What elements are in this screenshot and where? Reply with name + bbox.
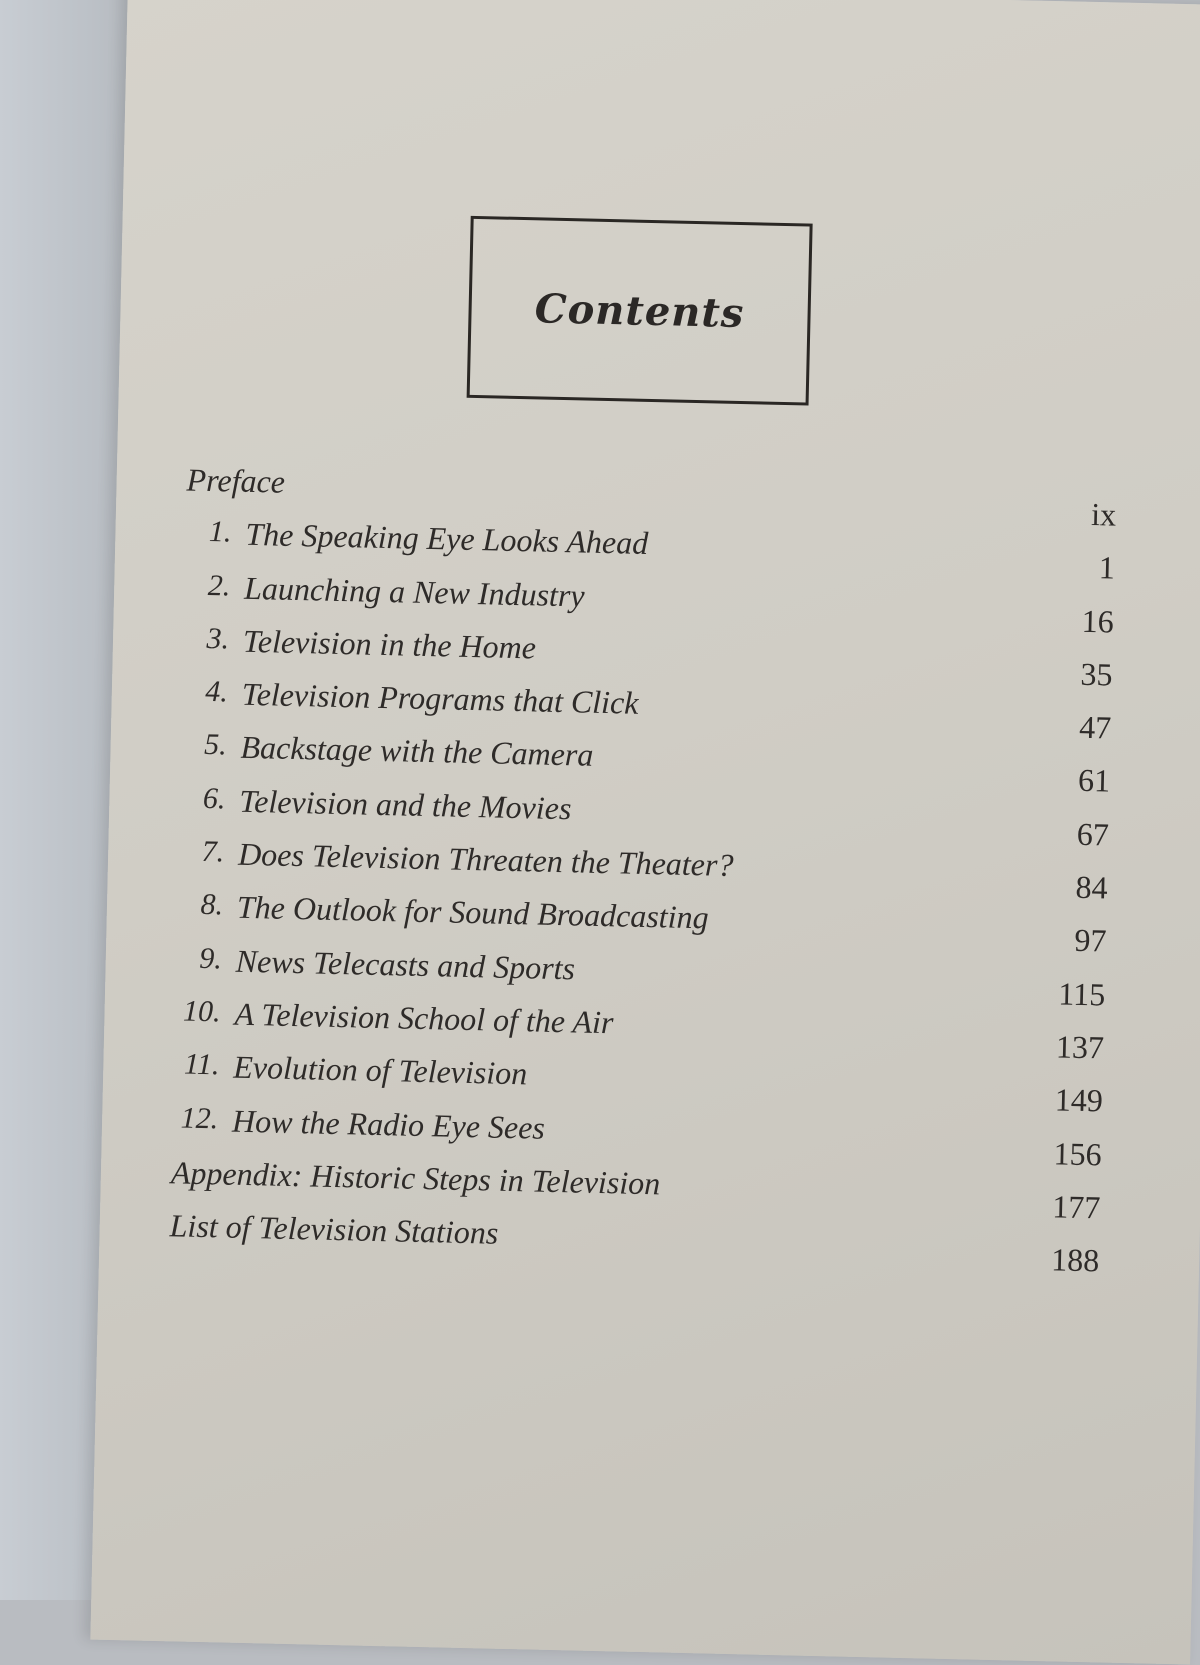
toc-entry-page: 188 bbox=[1050, 1241, 1100, 1279]
toc-entry-page: 177 bbox=[1052, 1188, 1101, 1226]
toc-entry-label: Backstage with the Camera bbox=[240, 729, 594, 774]
toc-entry-label: List of Television Stations bbox=[169, 1207, 499, 1251]
toc-entry-label: Does Television Threaten the Theater? bbox=[237, 835, 734, 884]
toc-entry-label: News Telecasts and Sports bbox=[235, 942, 576, 987]
toc-entry-label: A Television School of the Air bbox=[234, 995, 614, 1041]
toc-entry-label: Launching a New Industry bbox=[243, 569, 586, 614]
toc-entry-number: 5. bbox=[203, 728, 228, 762]
toc-entry-label: Preface bbox=[186, 461, 286, 500]
table-of-contents bbox=[139, 461, 1117, 1282]
toc-entry-label: Television Programs that Click bbox=[241, 675, 639, 721]
toc-entry-page: 97 bbox=[1074, 922, 1107, 959]
toc-entry-page: 149 bbox=[1054, 1081, 1104, 1119]
toc-entry-label: The Speaking Eye Looks Ahead bbox=[245, 516, 649, 562]
toc-entry-number: 4. bbox=[205, 675, 229, 709]
toc-entry-label: How the Radio Eye Sees bbox=[231, 1102, 546, 1146]
toc-entry-number: 12. bbox=[180, 1101, 219, 1135]
toc-entry-page: 67 bbox=[1076, 815, 1110, 853]
toc-entry-number: 3. bbox=[206, 621, 230, 656]
toc-entry-label: Evolution of Television bbox=[232, 1048, 528, 1092]
toc-entry-label: Appendix: Historic Steps in Television bbox=[170, 1154, 661, 1202]
toc-entry-page: 137 bbox=[1055, 1028, 1105, 1066]
toc-entry-page: 1 bbox=[1098, 549, 1116, 586]
toc-entry-page: 47 bbox=[1078, 708, 1112, 746]
toc-entry-label: Television and the Movies bbox=[239, 782, 572, 827]
toc-entry-page: 16 bbox=[1081, 602, 1115, 640]
toc-entry-label: Television in the Home bbox=[242, 622, 537, 666]
toc-entry-page: 35 bbox=[1080, 655, 1113, 693]
toc-entry-number: 6. bbox=[202, 781, 226, 816]
toc-entry-number: 2. bbox=[207, 568, 231, 603]
toc-entry-label: The Outlook for Sound Broadcasting bbox=[236, 889, 709, 936]
toc-entry-number: 7. bbox=[201, 834, 225, 869]
toc-entry-page: 156 bbox=[1053, 1134, 1103, 1172]
toc-entry-page: 115 bbox=[1058, 975, 1106, 1013]
contents-title: Contents bbox=[534, 284, 745, 337]
toc-entry-number: 10. bbox=[182, 994, 221, 1029]
contents-title-box bbox=[467, 216, 813, 406]
toc-entry-page: 61 bbox=[1077, 762, 1111, 799]
toc-entry-page: 84 bbox=[1075, 868, 1109, 906]
toc-entry-number: 11. bbox=[183, 1047, 220, 1082]
toc-entry-number: 1. bbox=[208, 515, 232, 549]
toc-entry-number: 9. bbox=[198, 941, 223, 976]
book-page bbox=[90, 0, 1200, 1665]
toc-entry-number: 8. bbox=[200, 888, 224, 922]
toc-entry-page: ix bbox=[1090, 495, 1117, 533]
